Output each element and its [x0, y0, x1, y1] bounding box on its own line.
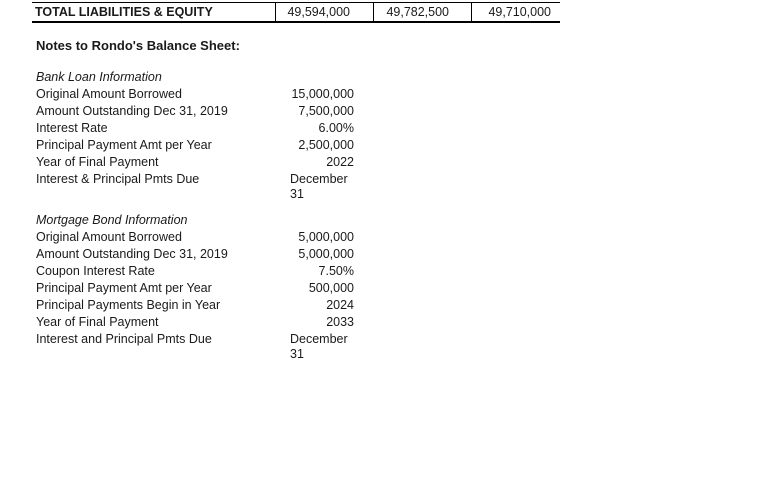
row-label: Amount Outstanding Dec 31, 2019: [36, 104, 228, 118]
bank-loan-row: [36, 137, 366, 154]
mortgage-bond-row: [36, 331, 366, 363]
row-label: Interest & Principal Pmts Due: [36, 172, 200, 186]
total-value-3: 49,710,000: [488, 5, 551, 19]
row-value: 2,500,000: [298, 138, 354, 152]
row-value: 500,000: [308, 281, 354, 295]
row-label: Original Amount Borrowed: [36, 230, 182, 244]
bank-loan-title: Bank Loan Information: [36, 70, 162, 84]
bank-loan-row: [36, 171, 366, 203]
mortgage-bond-row: [36, 297, 366, 314]
bank-loan-row: [36, 154, 366, 171]
row-value: December 31: [290, 332, 348, 361]
row-label: Interest Rate: [36, 121, 108, 135]
mortgage-bond-row: [36, 246, 366, 263]
row-label: Interest and Principal Pmts Due: [36, 332, 212, 346]
row-label: Year of Final Payment: [36, 155, 159, 169]
row-value: 6.00%: [318, 121, 354, 135]
cell-divider: [275, 3, 276, 21]
row-label: Principal Payment Amt per Year: [36, 281, 212, 295]
total-liabilities-equity-row: [32, 2, 560, 23]
mortgage-bond-row: [36, 229, 366, 246]
mortgage-bond-row: [36, 314, 366, 331]
row-value: 15,000,000: [291, 87, 354, 101]
bank-loan-row: [36, 120, 366, 137]
row-label: Original Amount Borrowed: [36, 87, 182, 101]
total-liabilities-equity-label: TOTAL LIABILITIES & EQUITY: [35, 5, 213, 19]
row-value: December 31: [290, 172, 348, 201]
row-label: Year of Final Payment: [36, 315, 159, 329]
bank-loan-row: [36, 103, 366, 120]
row-label: Coupon Interest Rate: [36, 264, 155, 278]
row-value: 7.50%: [318, 264, 354, 278]
row-label: Principal Payments Begin in Year: [36, 298, 221, 312]
row-value: 5,000,000: [298, 247, 354, 261]
row-label: Amount Outstanding Dec 31, 2019: [36, 247, 228, 261]
mortgage-bond-section: [36, 212, 366, 363]
total-value-1: 49,594,000: [287, 5, 350, 19]
row-label: Principal Payment Amt per Year: [36, 138, 212, 152]
bank-loan-row: [36, 86, 366, 103]
cell-divider: [471, 3, 472, 21]
row-value: 2033: [326, 315, 354, 329]
total-value-2: 49,782,500: [386, 5, 449, 19]
bank-loan-section: [36, 69, 366, 203]
row-value: 5,000,000: [298, 230, 354, 244]
cell-divider: [373, 3, 374, 21]
mortgage-bond-row: [36, 263, 366, 280]
row-value: 2022: [326, 155, 354, 169]
row-value: 7,500,000: [298, 104, 354, 118]
row-value: 2024: [326, 298, 354, 312]
notes-title: Notes to Rondo's Balance Sheet:: [36, 38, 240, 53]
mortgage-bond-row: [36, 280, 366, 297]
mortgage-bond-title: Mortgage Bond Information: [36, 213, 188, 227]
